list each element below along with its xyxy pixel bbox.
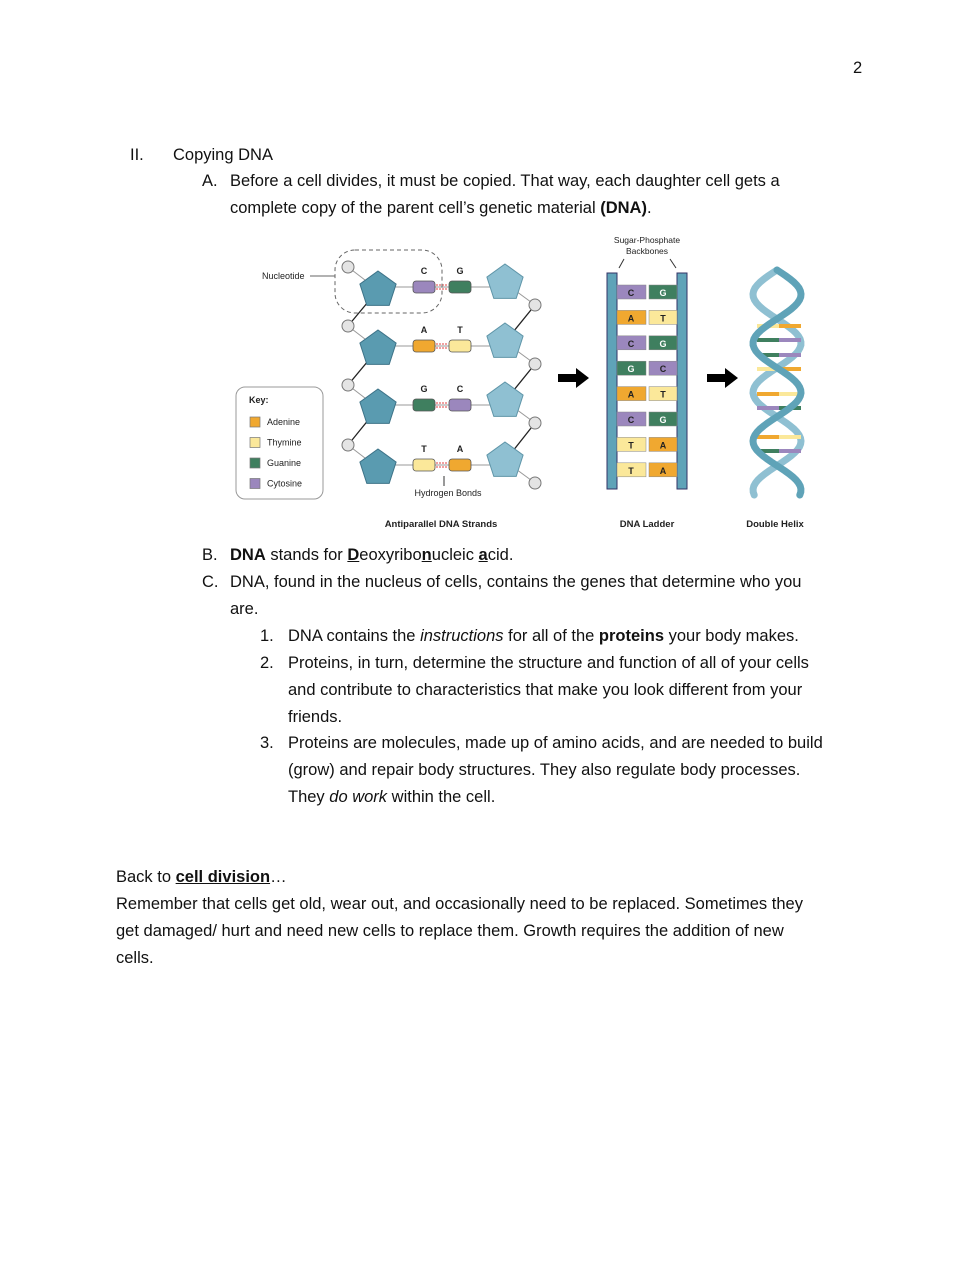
pointer-arrow-icon [619, 259, 624, 268]
helix-rung [779, 449, 801, 453]
text: cid. [487, 546, 514, 564]
sugar-pentagon-icon [360, 330, 396, 364]
item-c-marker: C. [202, 573, 219, 591]
sub2-line3: friends. [288, 708, 343, 726]
key-swatch [250, 438, 260, 448]
base-G [413, 399, 435, 411]
phosphate-icon [342, 379, 354, 391]
page-number: 2 [853, 59, 863, 77]
cell-division-link[interactable]: cell division [175, 868, 271, 886]
ladder-base-label: T [628, 465, 634, 476]
text: complete copy of the parent cell’s genetic material [230, 199, 601, 217]
phosphate-icon [529, 477, 541, 489]
ladder-base-label: C [659, 364, 667, 375]
ladder-base-label: G [659, 288, 667, 298]
base-label: T [421, 444, 427, 454]
nucleotide-label: Nucleotide [262, 271, 305, 281]
letter-a: a [478, 546, 488, 564]
sub3-line2: (grow) and repair body structures. They also regulate body processes. [288, 761, 801, 779]
letter-n: n [421, 546, 432, 564]
base-T [449, 340, 471, 352]
backbones-label: Sugar-Phosphate [613, 235, 681, 245]
sugar-pentagon-icon [487, 264, 523, 298]
item-b-marker: B. [202, 546, 218, 564]
helix-rung [779, 338, 801, 342]
item-a-marker: A. [202, 172, 218, 190]
ladder-base-label: A [627, 313, 635, 324]
item-a-line1: Before a cell divides, it must be copied. That way, each daughter cell gets a [230, 172, 780, 190]
base-A [413, 340, 435, 352]
item-b-text [230, 545, 513, 565]
base-label: T [457, 325, 463, 335]
item-c-line1: DNA, found in the nucleus of cells, contains the genes that determine who you [230, 573, 802, 591]
back-heading [116, 867, 287, 887]
do-work-italic: do work [329, 788, 388, 806]
helix-rung [757, 392, 779, 396]
ladder-base-label: G [659, 415, 667, 425]
dna-bold: (DNA) [600, 199, 647, 217]
back-line1: Remember that cells get old, wear out, and occasionally need to be replaced. Sometimes they [116, 895, 803, 913]
text: for all of the [503, 627, 599, 645]
text: ucleic [431, 546, 479, 564]
base-T [413, 459, 435, 471]
sub3-marker: 3. [260, 734, 274, 752]
right-arrow-icon [558, 368, 589, 388]
base-label: A [420, 325, 428, 335]
hydrogen-bonds-label: Hydrogen Bonds [414, 488, 482, 498]
key-swatch [250, 479, 260, 489]
key-item-label: Guanine [267, 458, 302, 468]
helix-rung [757, 435, 779, 439]
item-c-line2: are. [230, 600, 259, 618]
sub1-text [288, 626, 799, 646]
text: within the cell. [387, 788, 496, 806]
dna-figure [0, 0, 979, 545]
key-item-label: Cytosine [267, 478, 303, 489]
sub3-line1: Proteins are molecules, made up of amino acids, and are needed to build [288, 734, 823, 752]
ladder-base-label: G [627, 364, 635, 375]
ladder-base-label: A [659, 465, 667, 476]
phosphate-icon [529, 417, 541, 429]
ladder-base-label: T [628, 440, 634, 451]
base-G [449, 281, 471, 293]
sugar-pentagon-icon [360, 271, 396, 305]
base-label: C [420, 266, 428, 276]
back-line3: cells. [116, 949, 154, 967]
text: Back to [116, 868, 176, 886]
text: DNA contains the [288, 627, 421, 645]
key-item-label: Adenine [267, 417, 301, 427]
letter-d: D [347, 546, 360, 564]
backbones-label: Backbones [625, 246, 669, 256]
right-arrow-icon [707, 368, 738, 388]
base-A [449, 459, 471, 471]
instructions-italic: instructions [420, 627, 504, 645]
text: . [646, 199, 652, 217]
ladder-base-label: G [659, 338, 667, 349]
base-label: G [456, 266, 464, 276]
text: your body makes. [664, 627, 799, 645]
section-numeral: II. [130, 146, 144, 164]
ladder-base-label: T [660, 389, 666, 400]
text: … [270, 868, 287, 886]
sub2-line1: Proteins, in turn, determine the structure and function of all of your cells [288, 654, 809, 672]
section-title: Copying DNA [173, 146, 273, 164]
caption-strands: Antiparallel DNA Strands [384, 519, 498, 530]
text: eoxyribo [359, 546, 422, 564]
helix-rung [757, 338, 779, 342]
base-C [449, 399, 471, 411]
sub3-line3 [288, 787, 495, 807]
back-line2: get damaged/ hurt and need new cells to replace them. Growth requires the addition of new [116, 922, 784, 940]
sub2-line2: and contribute to characteristics that make you look different from your [288, 681, 803, 699]
ladder-base-label: T [660, 313, 666, 324]
ladder-base-label: C [627, 415, 635, 425]
pointer-arrow-icon [670, 259, 676, 268]
phosphate-icon [342, 320, 354, 332]
sugar-pentagon-icon [487, 323, 523, 357]
helix-rung [779, 324, 801, 328]
phosphate-icon [529, 358, 541, 370]
sugar-pentagon-icon [487, 382, 523, 416]
phosphate-icon [529, 299, 541, 311]
sub2-marker: 2. [260, 654, 274, 672]
proteins-bold: proteins [598, 627, 665, 645]
caption-ladder: DNA Ladder [619, 519, 675, 530]
sugar-pentagon-icon [487, 442, 523, 476]
base-label: C [456, 384, 464, 394]
helix-rung [757, 406, 779, 410]
key-item-label: Thymine [267, 437, 302, 448]
helix-rung [779, 353, 801, 357]
ladder-base-label: A [659, 440, 667, 451]
text: They [288, 788, 330, 806]
key-swatch [250, 458, 260, 468]
backbone-left [607, 273, 617, 489]
key-swatch [250, 417, 260, 427]
ladder-base-label: A [627, 389, 635, 400]
ladder-base-label: C [627, 288, 635, 298]
sub1-marker: 1. [260, 627, 274, 645]
helix-rung [779, 435, 801, 439]
phosphate-icon [342, 261, 354, 273]
caption-helix: Double Helix [746, 519, 804, 530]
key-title: Key: [249, 395, 269, 405]
dna-bold: DNA [230, 546, 266, 564]
base-label: A [456, 444, 464, 454]
sugar-pentagon-icon [360, 449, 396, 483]
sugar-pentagon-icon [360, 389, 396, 423]
base-label: G [420, 384, 428, 394]
backbone-right [677, 273, 687, 489]
text: stands for [265, 546, 348, 564]
phosphate-icon [342, 439, 354, 451]
base-C [413, 281, 435, 293]
ladder-base-label: C [627, 338, 635, 349]
